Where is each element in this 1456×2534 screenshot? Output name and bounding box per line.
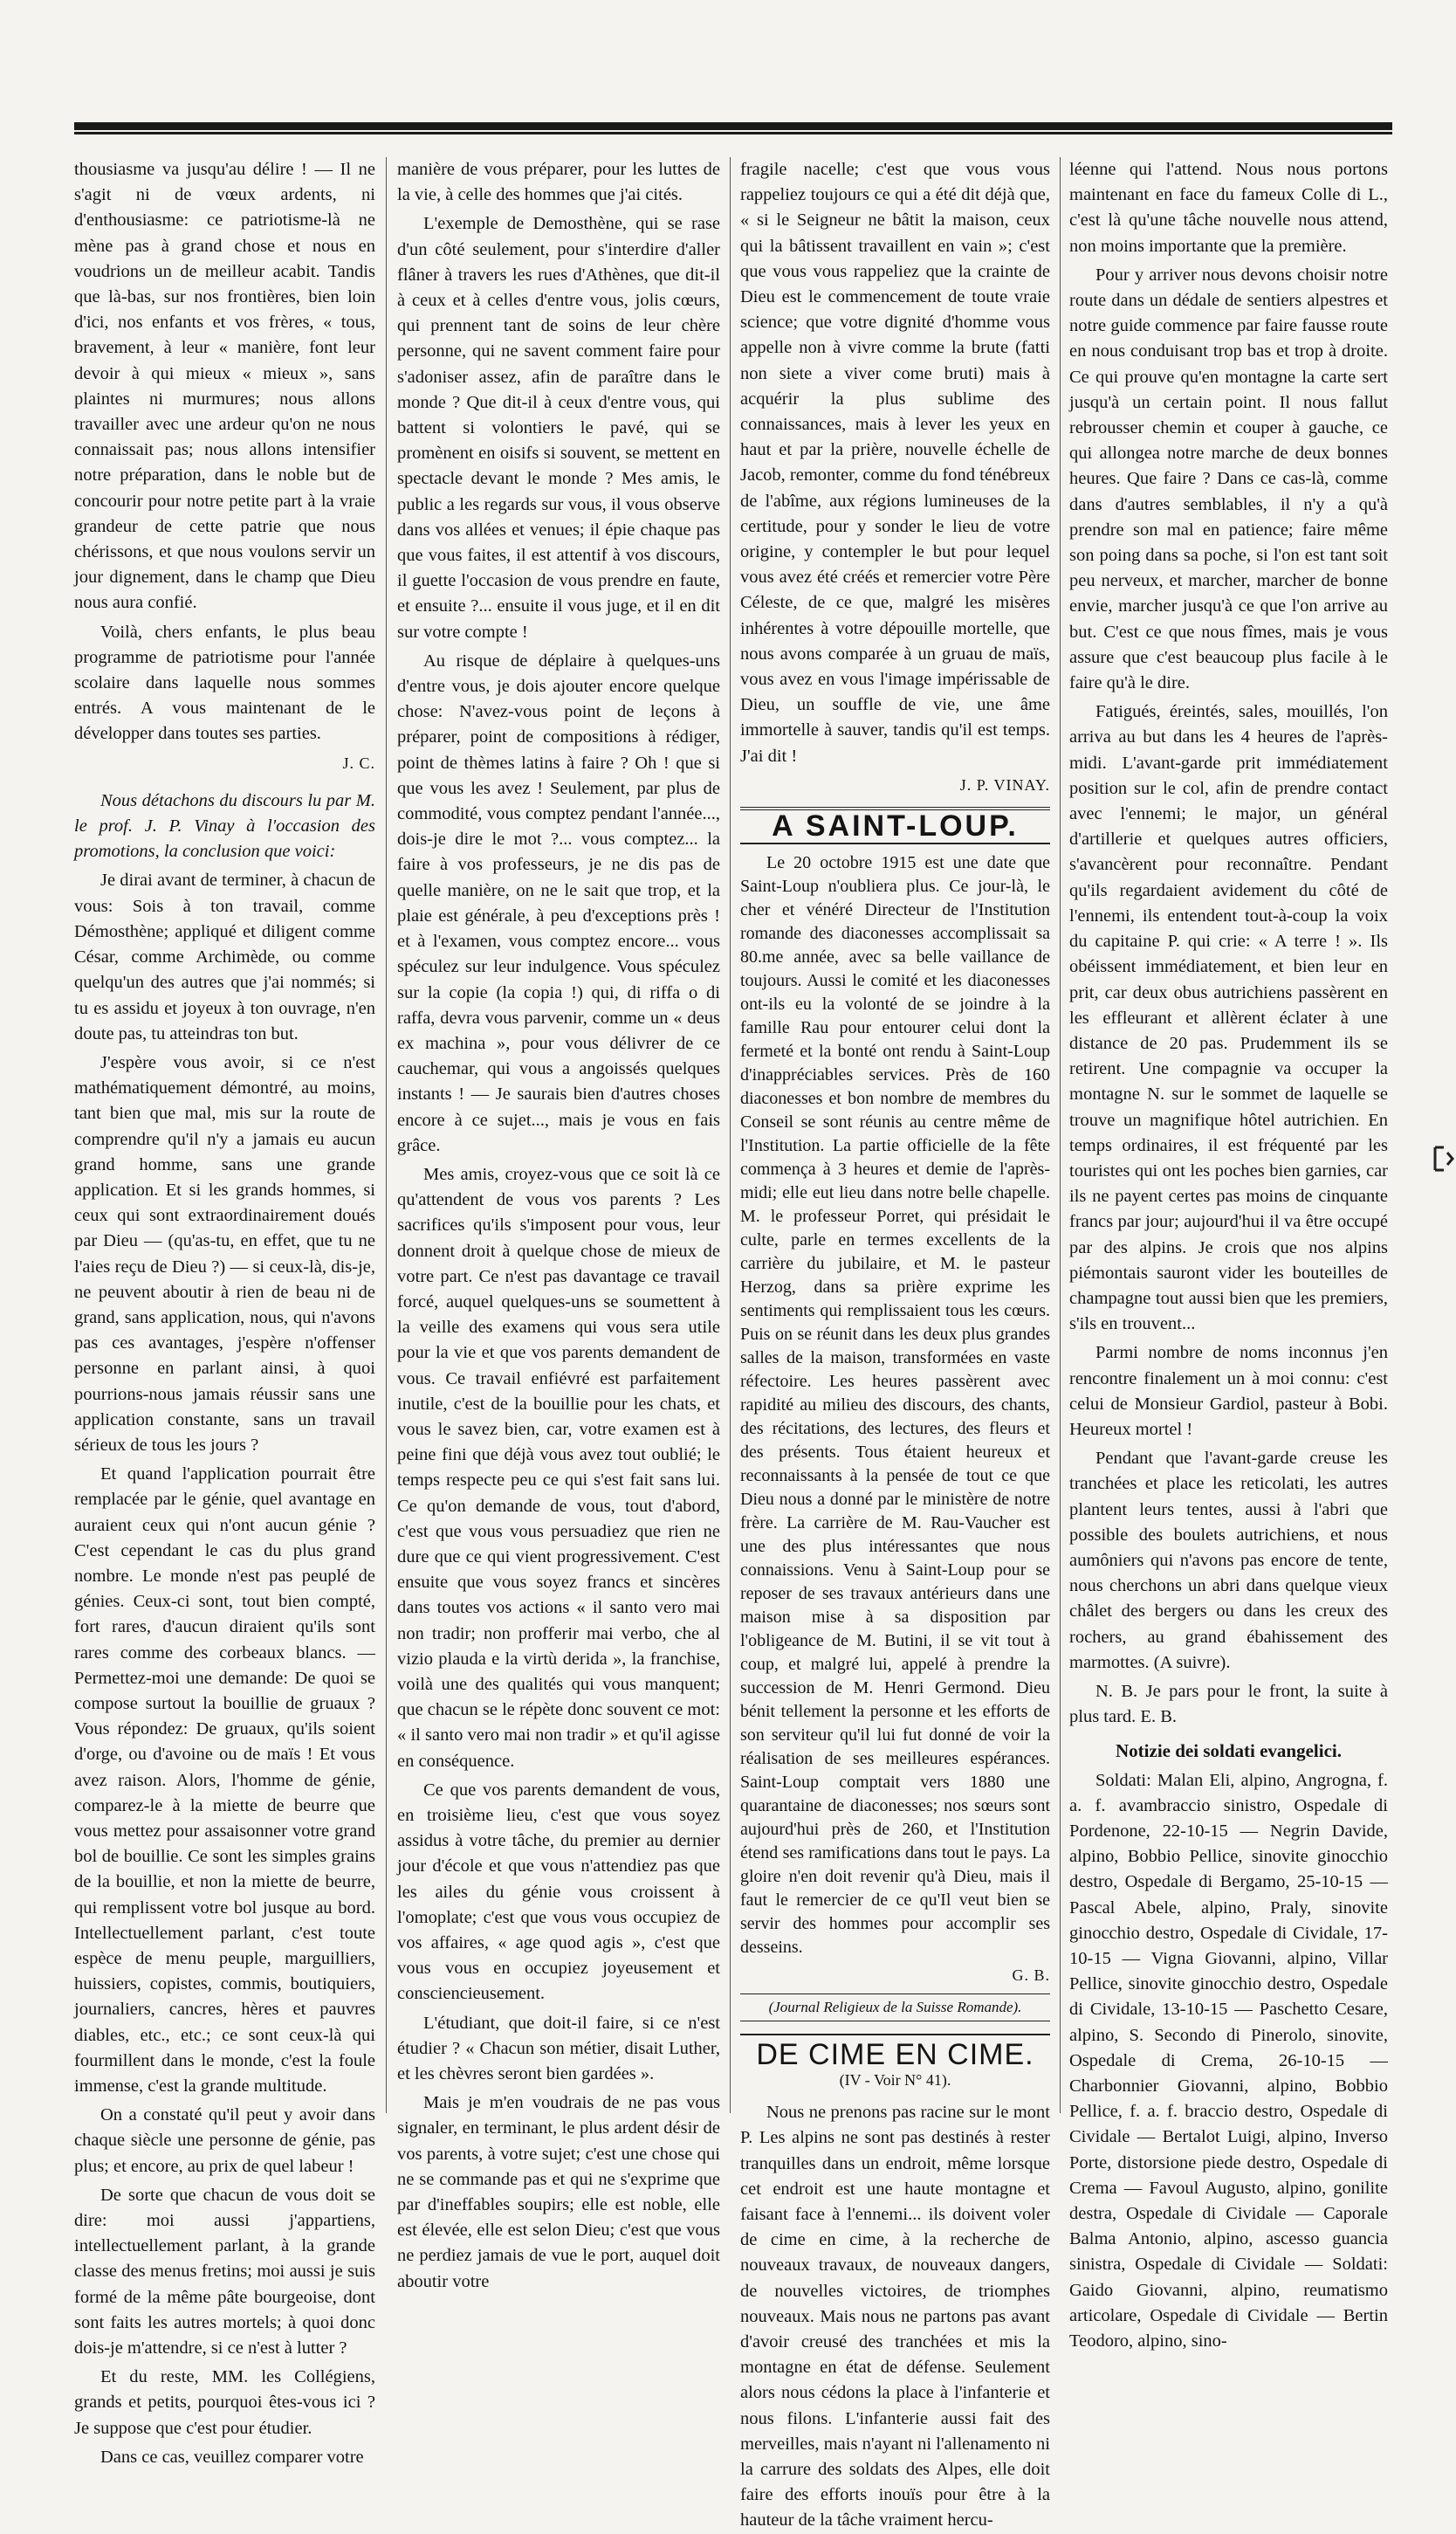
paragraph: L'étudiant, que doit-il faire, si ce n'est étudier ? « Chacun son métier, disait Luther, et les chèvres seront bien gardées ». bbox=[397, 2013, 720, 2084]
paragraph: Voilà, chers enfants, le plus beau programme de patriotisme pour l'année scolaire dans laquelle nous sommes entrés. A vous maintenant de le développer dans toutes ses parties. bbox=[74, 622, 375, 744]
section-heading-saint-loup: A SAINT-LOUP. bbox=[740, 807, 1050, 844]
signature: G. B. bbox=[1012, 1966, 1050, 1985]
paragraph: fragile nacelle; c'est que vous vous rappeliez toujours ce qui a été dit déjà que, « si le Seigneur ne bâtit la maison, ceux qui la bâtissent travaillent en vain »; c'est que vous vous rappeliez que la crainte de Dieu est le commencement de toute vraie science; que votre dignité d'homme vous appelle non à vivre comme la brute (fatti non siete a viver come bruti) mais à acquérir la plus sublime des connaissances, mais à lever les yeux en haut et par la prière, nouvelle échelle de Jacob, remonter, comme du fond ténébreux de l'abîme, aux régions lumineuses de la certitude, pour y sonder le lieu de votre origine, y contempler le but pour lequel vous avez été créés et remercier votre Père Céleste, de ce que, malgré les misères inhérentes à votre dépouille mortelle, que nous avons comparée à un gruau de maïs, vous avez en vous l'image impérissable de Dieu, un souffle de vie, une âme immortelle à sauver, tandis qu'il est temps. J'ai dit ! bbox=[740, 160, 1050, 766]
column-4 bbox=[1069, 157, 1388, 2352]
paragraph: manière de vous préparer, pour les luttes de la vie, à celle des hommes que j'ai cités. bbox=[397, 160, 720, 205]
paragraph: Nous ne prenons pas racine sur le mont P. Les alpins ne sont pas destinés à rester tranquilles dans un endroit, même lorsque cet endroit est une haute montagne et faisant face à l'ennemi... ils doivent voler de cime en cime, à la recherche de nouveaux travaux, de nouveaux dangers, de nouvelles victoires, de triomphes nouveaux. Mais nous ne partons pas avant d'avoir creusé des tranchées et mis la montagne en état de défense. Seulement alors nous cédons la place à l'infanterie et nous filons. L'infanterie aussi fait des merveilles, mais n'ayant ni l'allenamento ni la carrure des soldats des Alpes, elle doit faire des efforts inouïs pour être à la hauteur de la tâche vraiment hercu- bbox=[740, 2103, 1050, 2531]
column-3 bbox=[740, 157, 1050, 2531]
paragraph: Au risque de déplaire à quelques-uns d'entre vous, je dois ajouter encore quelque chose: N'avez-vous point de leçons à préparer, point de compositions à rédiger, point de thèmes latins à faire ? Oh ! que si que vous les avez ! Seulement, par plus de commodité, vous comptez pendant l'année..., dois-je dire le mot ?... vous comptez... la faire à vos professeurs, je ne dis pas de quelle manière, on ne le sait que trop, et la plaie est générale, à peu d'exceptions près ! et à l'examen, vous comptez encore... vous spéculez sur leur indulgence. Vous spéculez sur la copie (la copia !) qui, di riffa o di raffa, devra vous parvenir, comme un « deus ex machina », pour vous délivrer de ce cauchemar, qui vous a angoissés quelques instants ! — Je saurais bien d'autres choses encore à ce sujet..., mais je vous en fais grâce. bbox=[397, 651, 720, 1155]
paragraph: J'espère vous avoir, si ce n'est mathématiquement démontré, au moins, tant bien que mal, mis sur la route de comprendre qu'il n'y a jamais eu aucun grand homme, sans une grande application. Et si les grands hommes, si ceux qui sont extraordinairement doués par Dieu — (qu'as-tu, en effet, que tu ne l'aies reçu de Dieu ?) — si ceux-là, dis-je, ne peuvent aboutir à rien de beau ni de grand, sans application, nous, qui n'avons pas ces avantages, j'espère n'offenser personne en parlant ainsi, à quoi pourrions-nous jamais réussir sans une application constante, sans un travail sérieux de tous les jours ? bbox=[74, 1052, 375, 1455]
paragraph: Ce que vos parents demandent de vous, en troisième lieu, c'est que vous soyez assidus à votre tâche, du premier au dernier jour d'école et que vous n'attendiez pas que les ailes du génie vous croissent à l'omoplate; c'est que vous vous occupiez de vos affaires, « age quod agis », c'est que vous vous en occupiez joyeusement et consciencieusement. bbox=[397, 1780, 720, 2004]
paragraph: Dans ce cas, veuillez comparer votre bbox=[100, 2447, 364, 2467]
column-divider bbox=[730, 157, 731, 2113]
paragraph: N. B. Je pars pour le front, la suite à plus tard. E. B. bbox=[1069, 1681, 1388, 1727]
column-divider bbox=[1060, 157, 1061, 2113]
signature: J. C. bbox=[342, 754, 375, 772]
paragraph: Pour y arriver nous devons choisir notre route dans un dédale de sentiers alpestres et notre guide commence par faire fausse route en nous conduisant trop bas et trop à droite. Ce qui prouve qu'en montagne la carte sert jusqu'à un certain point. Il nous fallut rebrousser chemin et couper à gauche, ce qui allongea notre marche de deux bonnes heures. Que faire ? Dans ce cas-là, comme dans d'autres semblables, il n'y a qu'à prendre son mal en patience; faire même son poing dans sa poche, si l'on est tant soit peu nerveux, et marcher, marcher de bonne envie, marcher jusqu'à ce que l'on arrive au but. C'est ce que nous fîmes, mais je vous assure que c'est beaucoup plus facile à le faire qu'à le dire. bbox=[1069, 265, 1388, 693]
paragraph: L'exemple de Demosthène, qui se rase d'un côté seulement, pour s'interdire d'aller flâner à travers les rues d'Athènes, que dit-il à ceux et à celles d'entre vous, jolis cœurs, qui prennent tant de soins de leur chère personne, qui ne savent comment faire pour s'adoniser assez, afin de paraître dans le monde ? Que dit-il à ceux d'entre vous, qui battent si volontiers le pavé, qui se promènent en oisifs si souvent, se mettent en spectacle devant le monde ? Mes amis, le public a les regards sur vous, il vous observe dans vos allées et venues; il épie chaque pas que vous faites, il est attentif à vos discours, il guette l'occasion de vous prendre en faute, et ensuite ?... ensuite il vous juge, et il en dit sur votre compte ! bbox=[397, 214, 720, 642]
paragraph: Et quand l'application pourrait être remplacée par le génie, quel avantage en auraient ceux qui n'ont aucun génie ? C'est cependant le cas du plus grand nombre. Le monde n'est pas peuplé de génies. Ceux-ci sont, tout bien compté, fort rares, d'aucun diraient qu'ils sont rares comme des corbeaux blancs. — Permettez-moi une demande: De quoi se compose surtout la bouillie de gruaux ? Vous répondez: De gruaux, qu'ils soient d'orge, ou d'avoine ou de maïs ! Et vous avez raison. Alors, l'homme de génie, comparez-le à la miette de beurre que vous mettez pour assaisonner votre grand bol de bouillie. Ce sont les simples grains de la bouillie, et non la miette de beurre, qui remplissent votre bol jusque au bord. Intellectuellement parlant, c'est toute espèce de menu peuple, marguilliers, huissiers, copistes, commis, boutiquiers, journaliers, cancres, hères et pauvres diables, etc., etc.; ce sont ceux-là qui fourmillent dans le monde, c'est la foule immense, c'est la grande multitude. bbox=[74, 1464, 375, 2097]
paragraph: Soldati: Malan Eli, alpino, Angrogna, f. a. f. avambraccio sinistro, Ospedale di Pordenone, 22-10-15 — Negrin Davide, alpino, Bobbio Pellice, sinovite ginocchio destro, Ospedale di Bergamo, 25-10-15 — Pascal Abele, alpino, Praly, sinovite ginocchio destro, Ospedale di Cividale, 17-10-15 — Vigna Giovanni, alpino, Villar Pellice, sinovite ginocchio destro, Ospedale di Cividale, 13-10-15 — Paschetto Cesare, alpino, S. Secondo di Pinerolo, sinovite, Ospedale di Crema, 26-10-15 — Charbonnier Giovanni, alpino, Bobbio Pellice, f. a. f. braccio destro, Ospedale di Cividale — Bertalot Luigi, alpino, Inverso Porte, distorsione piede destro, Ospedale di Crema — Favoul Augusto, alpino, gonilite destra, Ospedale di Cividale — Caporale Balma Antonio, alpino, ascesso guancia sinistra, Ospedale di Cividale — Soldati: Gaido Giovanni, alpino, reumatismo articolare, Ospedale di Cividale — Bertin Teodoro, alpino, sino- bbox=[1069, 1770, 1388, 2352]
paragraph: thousiasme va jusqu'au délire ! — Il ne s'agit ni de vœux ardents, ni d'enthousiasme: ce patriotisme-là ne mène pas à grand chose et nous en voudrions un de meilleur acabit. Tandis que là-bas, sur nos frontières, bien loin d'ici, nos enfants et vos frères, « tous, bravement, à leur « manière, font leur devoir à qui mieux « mieux », sans plaintes ni murmures; nous allons travailler avec une ardeur qu'on ne nous connaissait pas; nous allons intensifier notre préparation, dans le noble but de concourir pour notre petite part à la vraie grandeur de cette patrie que nous chérissons, et que nous voulons servir un jour dignement, dans le champ que Dieu nous aura confié. bbox=[74, 160, 375, 613]
paragraph: Parmi nombre de noms inconnus j'en rencontre finalement un à moi connu: c'est celui de Monsieur Gardiol, pasteur à Bobi. Heureux mortel ! bbox=[1069, 1343, 1388, 1439]
paragraph: Mais je m'en voudrais de ne pas vous signaler, en terminant, le plus ardent désir de vos parents, à votre sujet; c'est une chose qui ne se commande pas et qui ne s'exprime que par d'ineffables soupirs; elle est noble, elle est élevée, elle est selon Dieu; c'est que vous ne perdiez jamais de vue le port, auquel doit aboutir votre bbox=[397, 2093, 720, 2291]
section-heading-de-cime: DE CIME EN CIME. bbox=[740, 2034, 1050, 2068]
paragraph: Je dirai avant de terminer, à chacun de vous: Sois à ton travail, comme Démosthène; appliqué et diligent comme César, comme Archimède, ou comme quelqu'un des autres que j'ai nommés; si tu es assidu et joyeux à ton ouvrage, n'en doute pas, tu atteindras ton but. bbox=[74, 871, 375, 1043]
paragraph: Pendant que l'avant-garde creuse les tranchées et place les reticolati, les autres plantent leurs tentes, aussi à l'abri que possible des boulets autrichiens, et nous aumôniers qui n'avons pas encore de tente, nous cherchons un abri dans quelque vieux châlet des bergers ou dans les creux des rochers, au grand ébahissement des marmottes. (A suivre). bbox=[1069, 1449, 1388, 1672]
column-1 bbox=[74, 157, 375, 2467]
paragraph: Le 20 octobre 1915 est une date que Saint-Loup n'oubliera plus. Ce jour-là, le cher et vénéré Directeur de l'Institution romande des diaconesses accomplissait sa 80.me année, avec sa belle vaillance de toujours. Aussi le comité et les diaconesses ont-ils eu la volonté de se joindre à la famille Rau pour entourer celui dont la fermeté et la bonté ont rendu à Saint-Loup d'inappréciables services. Près de 160 diaconesses et bon nombre de membres du Conseil se sont réunis au centre même de l'Institution. La partie officielle de la fête commença à 3 heures et demie de l'après-midi; elle eut lieu dans notre belle chapelle. M. le professeur Porret, qui présidait le culte, parle en termes excellents de la carrière du jubilaire, et M. le pasteur Herzog, dans sa prière exprime les sentiments qui remplissaient tous les cœurs. Puis on se réunit dans les deux plus grandes salles de la maison, transformées en vaste réfectoire. Les heures passèrent avec rapidité au milieu des discours, des chants, des récitations, des lectures, des fleurs et des présents. Tous étaient heureux et reconnaissants à la pensée de tout ce que Dieu nous a donné par le ministère de notre frère. La carrière de M. Rau-Vaucher est une des plus intéressantes que nous connaissions. Venu à Saint-Loup pour se reposer de ses travaux antérieurs dans une maison mise à sa disposition par l'obligeance de M. Butini, il se vit tout à coup, et malgré lui, appelé à prendre la succession de M. Henri Germond. Dieu bénit tellement la personne et les efforts de son serviteur qu'il lui fut donné de voir la réalisation de ses meilleures espérances. Saint-Loup comptait vers 1880 une quarantaine de diaconesses; nos sœurs sont aujourd'hui près de 260, et l'Institution étend ses ramifications dans tout le pays. La gloire n'en doit revenir qu'à Dieu, mais il faut le remercier de ce qu'Il veut bien se servir des hommes pour accomplir ses desseins. bbox=[740, 853, 1050, 1958]
section-heading-notizie: Notizie dei soldati evangelici. bbox=[1116, 1740, 1342, 1762]
top-rule bbox=[74, 122, 1392, 132]
intro-note: Nous détachons du discours lu par M. le prof. J. P. Vinay à l'occasion des promotions, la conclusion que voici: bbox=[74, 790, 375, 862]
source-citation: (Journal Religieux de la Suisse Romande). bbox=[740, 1993, 1050, 2021]
paragraph: De sorte que chacun de vous doit se dire: moi aussi j'appartiens, intellectuellement parlant, à la grande classe des menus fretins; moi aussi je suis formé de la même pâte bourgeoise, dont sont faits les autres mortels; à quoi donc dois-je m'attendre, si ce n'est à lutter ? bbox=[74, 2185, 375, 2358]
paragraph: Fatigués, éreintés, sales, mouillés, l'on arriva au but dans les 4 heures de l'après-midi. L'avant-garde prit immédiatement position sur le col, afin de prendre contact avec l'ennemi; le major, un général d'artillerie et quelques autres officiers, s'avancèrent pour reconnaître. Pendant qu'ils regardaient avidement du côté de l'ennemi, ils entendent tout-à-coup la voix du capitaine P. qui crie: « A terre ! ». Ils obéissent immédiatement, et bien leur en prit, car deux obus autrichiens passèrent en les effleurant et allèrent éclater à une distance de 20 pas. Prudemment ils se retirent. Une compagnie va occuper la montagne N. sur le sommet de laquelle se trouve un magnifique hôtel autrichien. En temps ordinaires, il est fréquenté par les touristes qui ont les poches bien garnies, car ils ne payent certes pas moins de cinquante francs par jour; aujourd'hui il va être occupé par des alpins. Je crois que nos alpins piémontais sauront vider les bouteilles de champagne tout aussi bien que les premiers, s'ils en trouvent... bbox=[1069, 702, 1388, 1334]
paragraph: léenne qui l'attend. Nous nous portons maintenant en face du fameux Colle di L., c'est là qu'une tâche nouvelle nous attend, non moins importante que la première. bbox=[1069, 160, 1388, 256]
section-subtitle: (IV - Voir N° 41). bbox=[839, 2070, 951, 2089]
column-2 bbox=[397, 157, 720, 2291]
paragraph: Mes amis, croyez-vous que ce soit là ce qu'attendent de vous vos parents ? Les sacrifices qu'ils s'imposent pour vous, leur donnent droit à quelque chose de mieux de votre part. Ce n'est pas davantage ce travail forcé, auquel quelques-uns se soumettent à la veille des examens qui vous sera utile pour la vie et que vos parents demandent de vous. Ce travail enfiévré est parfaitement inutile, c'est de la bouillie pour les chats, et vous le savez bien, car, votre examen est à peine fini que déjà vous avez tout oublié; le temps respecte peu ce qui s'est fait sans lui. Ce qu'on demande de vous, tout d'abord, c'est que vous vous persuadiez que rien ne dure que ce qui vient progressivement. C'est ensuite que vous soyez francs et sincères dans toutes vos actions « il santo vero mai non tradir; non profferir mai verbo, che al vizio plauda e la virtù derida », la franchise, voilà une des qualités qui vous manquent; que chacun se le répète donc souvent ce mot: « il santo vero mai non tradir » et qu'il agisse en conséquence. bbox=[397, 1164, 720, 1771]
column-divider bbox=[386, 157, 387, 2113]
signature: J. P. VINAY. bbox=[959, 775, 1050, 794]
paragraph: On a constaté qu'il peut y avoir dans chaque siècle une personne de génie, pas plus; et encore, au prix de quel labeur ! bbox=[74, 2105, 375, 2176]
margin-bracket-mark bbox=[1432, 1144, 1456, 1174]
paragraph: Et du reste, MM. les Collégiens, grands et petits, pourquoi êtes-vous ici ? Je suppose que c'est pour étudier. bbox=[74, 2367, 375, 2438]
